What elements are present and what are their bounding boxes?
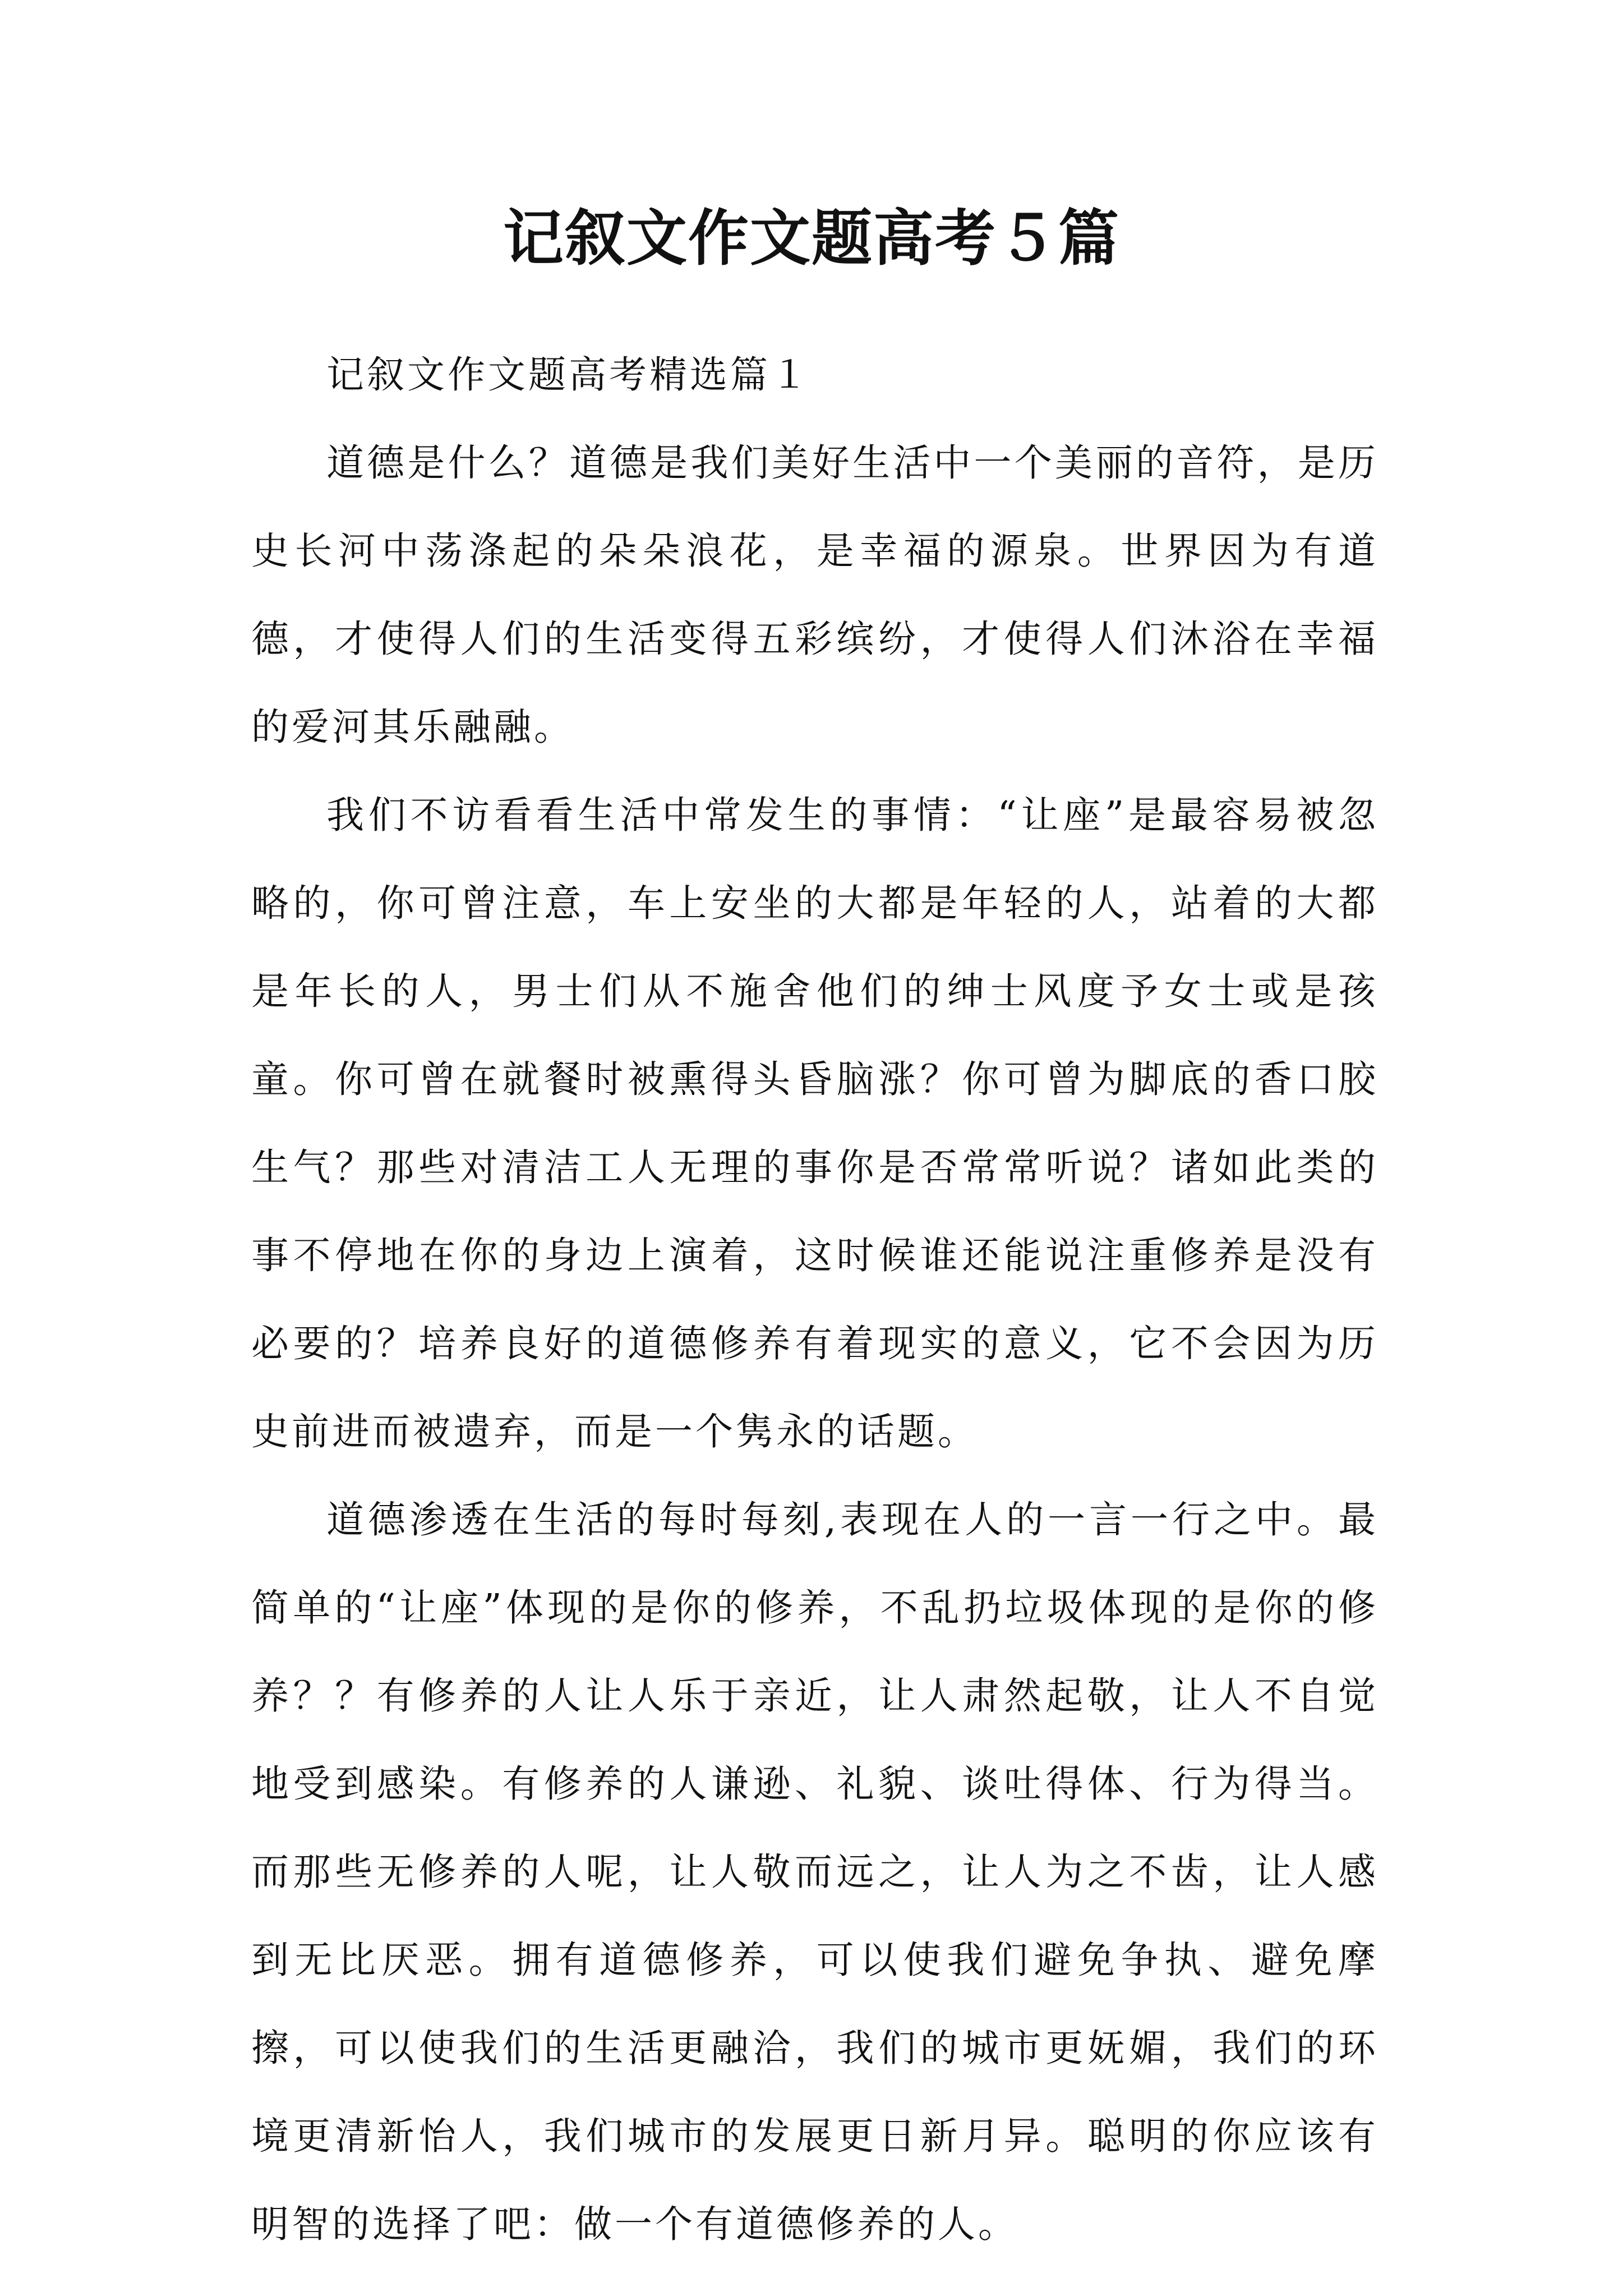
paragraph: 道德是什么？道德是我们美好生活中一个美丽的音符，是历史长河中荡涤起的朵朵浪花，是幸福的源泉。世界因为有道德，才使得人们的生活变得五彩缤纷，才使得人们沐浴在幸福的爱河其乐融融。 <box>251 441 1378 749</box>
paragraph: 道德渗透在生活的每时每刻,表现在人的一言一行之中。最简单的“让座”体现的是你的修养，不乱扔垃圾体现的是你的修养？？有修养的人让人乐于亲近，让人肃然起敬，让人不自觉地受到感染。有修养的人谦逊、礼貌、谈吐得体、行为得当。而那些无修养的人呢，让人敬而远之，让人为之不齿，让人感到无比厌恶。拥有道德修养，可以使我们避免争执、避免摩擦，可以使我们的生活更融洽，我们的城市更妩媚，我们的环境更清新怡人，我们城市的发展更日新月异。聪明的你应该有明智的选择了吧：做一个有道德修养的人。 <box>251 1498 1378 2246</box>
document-body <box>251 331 1378 2269</box>
section-heading: 记叙文作文题高考精选篇１ <box>326 353 811 397</box>
paragraph: 我们不访看看生活中常发生的事情：“让座”是最容易被忽略的，你可曾注意，车上安坐的大都是年轻的人，站着的大都是年长的人，男士们从不施舍他们的绅士风度予女士或是孩童。你可曾在就餐时被熏得头昏脑涨？你可曾为脚底的香口胶生气？那些对清洁工人无理的事你是否常常听说？诸如此类的事不停地在你的身边上演着，这时候谁还能说注重修养是没有必要的？培养良好的道德修养有着现实的意义，它不会因为历史前进而被遗弃，而是一个隽永的话题。 <box>251 793 1378 1453</box>
document-title: 记叙文作文题高考５篇 <box>502 203 1120 274</box>
